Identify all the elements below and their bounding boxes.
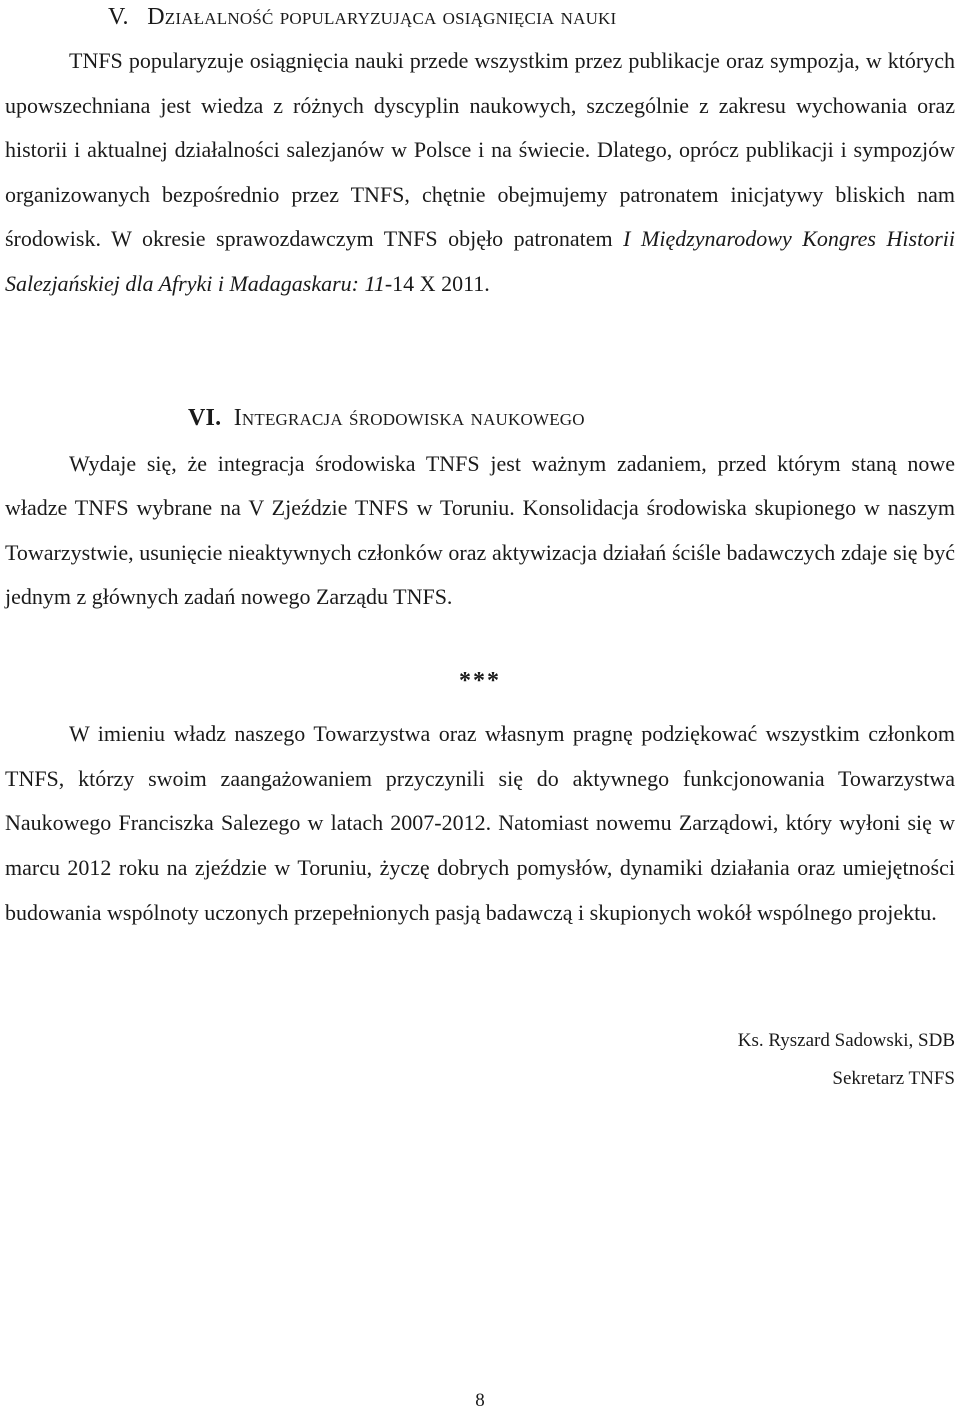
section-5-title: Działalność popularyzująca osiągnięcia nauki [147,4,617,30]
signature-role: Sekretarz TNFS [832,1068,955,1089]
section-5-italic-title: I Międzynarodowy Kongres Historii Salezjańskiej dla Afryki i Madagaskaru: 11 [5,226,955,296]
closing-text: W imieniu władz naszego Towarzystwa oraz własnym pragnę podziękować wszystkim członkom TNFS, którzy swoim zaangażowaniem przyczynili się do aktywnego funkcjonowania Towarzystwa Naukowego Franciszka Salezego w latach 2007-2012. Natomiast nowemu Zarządowi, który wyłoni się w marcu 2012 roku na zjeździe w Toruniu, życzę dobrych pomysłów, dynamiki działania oraz umiejętności budowania wspólnoty uczonych przepełnionych pasją badawczą i skupionych wokół wspólnego projektu. [5,721,955,925]
section-6-text: Wydaje się, że integracja środowiska TNFS jest ważnym zadaniem, przed którym staną nowe władze TNFS wybrane na V Zjeździe TNFS w Toruniu. Konsolidacja środowiska skupionego w naszym Towarzystwie, usunięcie nieaktywnych członków oraz aktywizacja działań ściśle badawczych zdaje się być jednym z głównych zadań nowego Zarządu TNFS. [5,451,955,610]
section-6-title: Integracja środowiska naukowego [233,405,585,431]
signature-name: Ks. Ryszard Sadowski, SDB [737,1030,955,1051]
section-6-paragraph [5,442,955,620]
section-6-heading [188,403,585,433]
section-5-paragraph [5,39,955,307]
closing-paragraph [5,712,955,936]
page-number: 8 [475,1390,485,1411]
section-5-number: V. [108,4,129,30]
section-5-text-a: TNFS popularyzuje osiągnięcia nauki przede wszystkim przez publikacje oraz sympozja, w których upowszechniana jest wiedza z różnych dyscyplin naukowych, szczególnie z zakresu wychowania oraz historii i aktualnej działalności salezjanów w Polsce i na świecie. Dlatego, oprócz publikacji i sympozjów organizowanych bezpośrednio przez TNFS, chętnie obejmujemy patronatem inicjatywy bliskich nam środowisk. W okresie sprawozdawczym TNFS objęło patronatem [5,48,955,252]
section-separator: *** [459,668,501,694]
section-6-number: VI. [188,405,222,431]
section-5-text-b: -14 X 2011. [384,270,490,296]
section-5-heading [108,2,616,32]
